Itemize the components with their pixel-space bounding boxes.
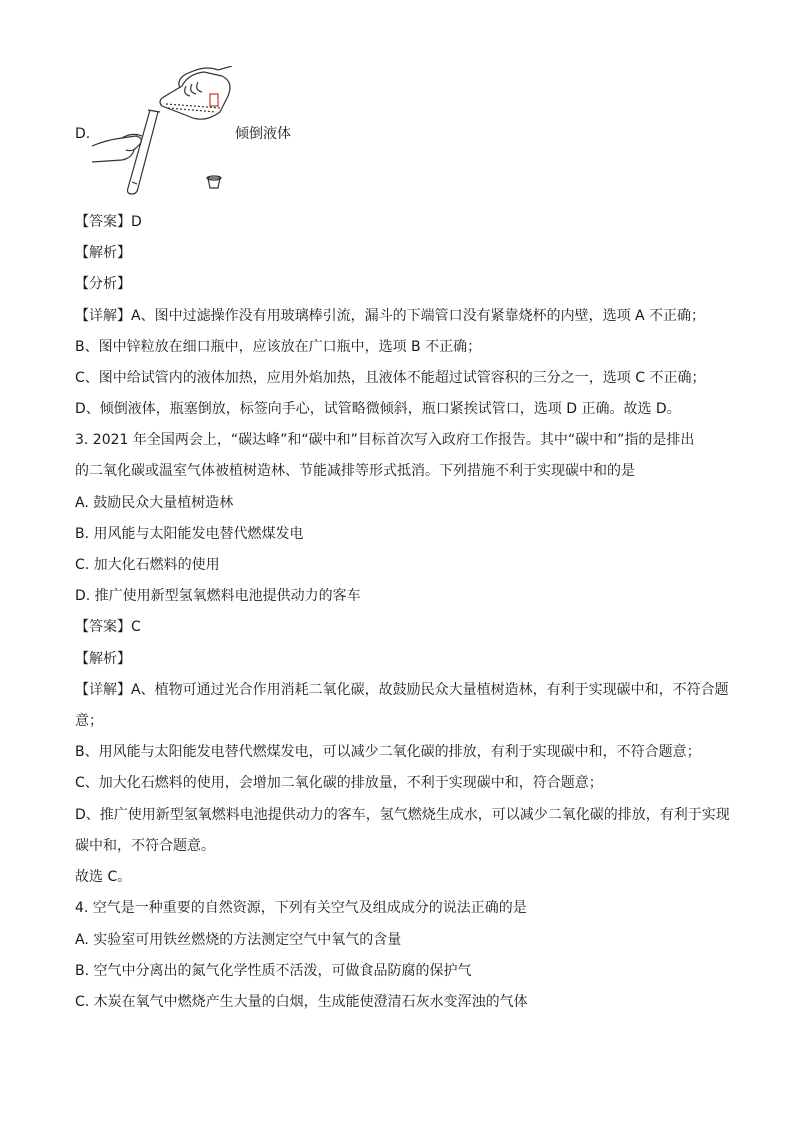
q3-option-c: C. 加大化石燃料的使用 <box>75 557 220 573</box>
q4-option-a: A. 实验室可用铁丝燃烧的方法测定空气中氧气的含量 <box>75 932 402 948</box>
q2-detail-line: B、图中锌粒放在细口瓶中，应该放在广口瓶中，选项 B 不正确； <box>75 339 482 355</box>
q3-detail-line: D、推广使用新型氢氧燃料电池提供动力的客车，氢气燃烧生成水，可以减少二氧化碳的排放，有利于实现 <box>75 807 730 823</box>
q3-option-b: B. 用风能与太阳能发电替代燃煤发电 <box>75 526 304 542</box>
q3-answer: 【答案】C <box>75 619 141 635</box>
q3-detail-line: C、加大化石燃料的使用，会增加二氧化碳的排放量，不利于实现碳中和，符合题意； <box>75 775 603 791</box>
q2-detail-line: D、倾倒液体，瓶塞倒放，标签向手心，试管略微倾斜，瓶口紧挨试管口，选项 D 正确。故选 D。 <box>75 401 681 417</box>
q4-stem: 4. 空气是一种重要的自然资源，下列有关空气及组成成分的说法正确的是 <box>75 900 527 916</box>
q2-detail-line: 【详解】A、图中过滤操作没有用玻璃棒引流，漏斗的下端管口没有紧靠烧杯的内壁，选项 A 不正确； <box>75 308 706 324</box>
q2-analysis-label: 【解析】 <box>75 245 131 261</box>
q3-stem-line: 3. 2021 年全国两会上，“碳达峰”和“碳中和”目标首次写入政府工作报告。其中“碳中和”指的是排出 <box>75 432 695 448</box>
q3-stem-line: 的二氧化碳或温室气体被植树造林、节能减排等形式抵消。下列措施不利于实现碳中和的是 <box>75 463 635 479</box>
pouring-liquid-illustration <box>92 66 242 196</box>
q2-answer: 【答案】D <box>75 214 142 230</box>
option-d-caption: 倾倒液体 <box>235 126 291 142</box>
q3-option-a: A. 鼓励民众大量植树造林 <box>75 495 234 511</box>
q3-option-d: D. 推广使用新型氢氧燃料电池提供动力的客车 <box>75 588 361 604</box>
q2-fenxi-label: 【分析】 <box>75 276 131 292</box>
q2-detail-line: C、图中给试管内的液体加热，应用外焰加热，且液体不能超过试管容积的三分之一，选项 C 不正确； <box>75 370 706 386</box>
q3-detail-line: 碳中和，不符合题意。 <box>75 838 215 854</box>
q3-detail-line: 故选 C。 <box>75 869 132 885</box>
q4-option-c: C. 木炭在氧气中燃烧产生大量的白烟，生成能使澄清石灰水变浑浊的气体 <box>75 994 528 1010</box>
q3-detail-line: 意； <box>75 713 103 729</box>
option-d-letter: D. <box>75 126 91 142</box>
q3-analysis-label: 【解析】 <box>75 651 131 667</box>
q3-detail-line: B、用风能与太阳能发电替代燃煤发电，可以减少二氧化碳的排放，有利于实现碳中和，不符合题意； <box>75 744 701 760</box>
q3-detail-line: 【详解】A、植物可通过光合作用消耗二氧化碳，故鼓励民众大量植树造林，有利于实现碳中和，不符合题 <box>75 682 729 698</box>
q4-option-b: B. 空气中分离出的氮气化学性质不活泼，可做食品防腐的保护气 <box>75 963 472 979</box>
